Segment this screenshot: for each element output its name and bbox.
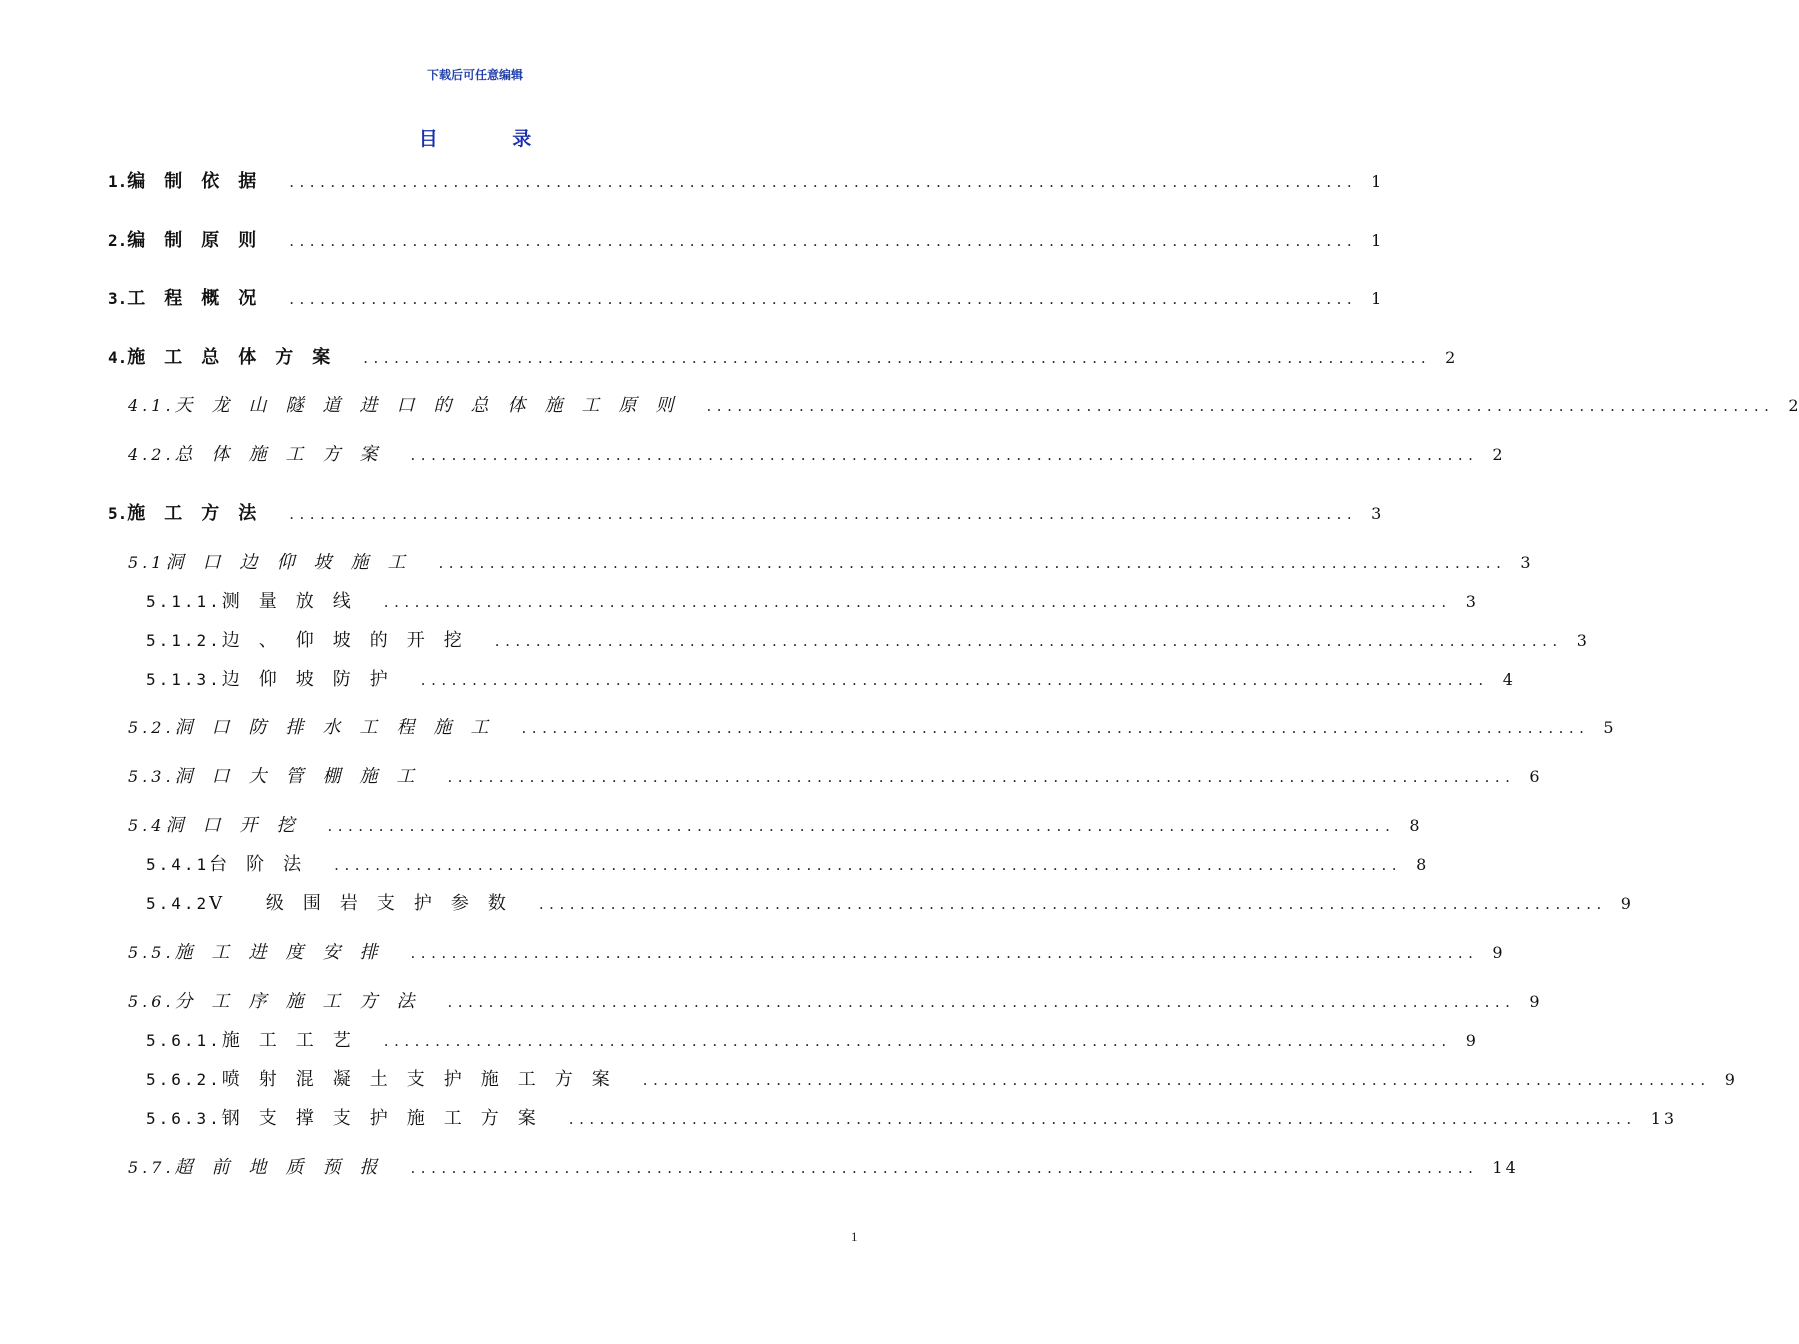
toc-entry-number: 1. [108,172,128,191]
dot-leader: ........................................................................................................ [410,446,1479,464]
dot-leader: ........................................................................................................ [538,895,1607,913]
toc-entry-page: 1 [1371,289,1382,308]
toc-entry-page: 6 [1529,767,1540,786]
toc-entry-page: 9 [1465,1031,1476,1050]
toc-entry-label: 超前地质预报 [174,1157,397,1178]
toc-entry-number: 4. [108,348,128,367]
toc-entry-number: 5. [108,504,128,523]
toc-entry[interactable] [108,227,1382,255]
toc-entry[interactable] [108,285,1382,313]
toc-entry[interactable] [108,500,1382,528]
toc-entry-number: 5.6.1. [146,1031,222,1050]
toc-entry-label: 洞口边仰坡施工 [165,552,425,573]
toc-entry-page: 13 [1650,1109,1678,1128]
toc-entry-number: 4.1. [128,396,175,415]
toc-entry-number: 5.3. [128,767,175,786]
toc-entry[interactable] [128,812,1420,840]
dot-leader: ........................................................................................................ [383,593,1452,611]
dot-leader: ........................................................................................................ [289,505,1358,523]
dot-leader: ........................................................................................................ [327,817,1396,835]
toc-entry-label: 施工总体方案 [127,347,350,368]
toc-entry-page: 5 [1603,718,1614,737]
toc-entry-page: 2 [1492,445,1503,464]
dot-leader: ........................................................................................................ [642,1071,1711,1089]
toc-entry-number: 3. [108,289,128,308]
toc-entry-label: Ⅴ 级围岩支护参数 [209,893,525,914]
toc-entry-number: 5.4.1 [146,855,210,874]
toc-entry-number: 5.1.2. [146,631,222,650]
toc-entry[interactable] [146,890,1631,918]
toc-entry-label: 编制原则 [127,230,276,251]
dot-leader: ........................................................................................................ [383,1032,1452,1050]
toc-entry[interactable] [128,441,1503,469]
toc-entry[interactable] [146,1105,1678,1133]
toc-entry-page: 3 [1465,592,1476,611]
toc-entry-page: 4 [1502,670,1513,689]
toc-entry-label: 总体施工方案 [174,444,397,465]
toc-entry-number: 5.6. [128,992,175,1011]
toc-entry[interactable] [146,1066,1735,1094]
toc-entry-number: 5.5. [128,943,175,962]
dot-leader: ........................................................................................................ [289,173,1358,191]
toc-entry-number: 5.4 [128,816,166,835]
toc-entry-page: 9 [1529,992,1540,1011]
dot-leader: ........................................................................................................ [447,768,1516,786]
dot-leader: ........................................................................................................ [521,719,1590,737]
toc-entry-number: 2. [108,231,128,250]
dot-leader: ........................................................................................................ [289,232,1358,250]
toc-entry[interactable] [128,763,1540,791]
toc-entry-label: 施工进度安排 [174,942,397,963]
dot-leader: ........................................................................................................ [410,1159,1479,1177]
toc-entry-label: 洞口开挖 [165,815,314,836]
page-number: 1 [851,1229,858,1244]
toc-title: 目 录 [418,128,566,150]
toc-entry[interactable] [146,588,1476,616]
dot-leader: ........................................................................................................ [334,856,1403,874]
toc-entry[interactable] [128,714,1614,742]
toc-entry-page: 3 [1576,631,1587,650]
toc-entry-label: 编制依据 [127,171,276,192]
toc-entry-label: 喷射混凝土支护施工方案 [221,1069,629,1090]
toc-entry-page: 9 [1492,943,1503,962]
toc-entry-page: 8 [1416,855,1427,874]
toc-entry[interactable] [146,851,1427,879]
toc-entry-number: 5.1.3. [146,670,222,689]
toc-entry-number: 5.1.1. [146,592,222,611]
dot-leader: ........................................................................................................ [410,944,1479,962]
dot-leader: ........................................................................................................ [447,993,1516,1011]
toc-entry-label: 洞口防排水工程施工 [174,717,508,738]
toc-entry[interactable] [128,549,1531,577]
dot-leader: ........................................................................................................ [438,554,1507,572]
dot-leader: ........................................................................................................ [494,632,1563,650]
toc-entry-number: 5.6.2. [146,1070,222,1089]
toc-entry[interactable] [128,1154,1519,1182]
dot-leader: ........................................................................................................ [289,290,1358,308]
toc-entry-page: 2 [1788,396,1799,415]
toc-entry-label: 测量放线 [221,591,370,612]
toc-entry-page: 8 [1409,816,1420,835]
toc-entry[interactable] [146,666,1513,694]
dot-leader: ........................................................................................................ [420,671,1489,689]
toc-entry-number: 4.2. [128,445,175,464]
toc-entry-page: 3 [1371,504,1382,523]
toc-entry-label: 分工序施工方法 [174,991,434,1012]
toc-entry-page: 14 [1492,1158,1519,1177]
toc-entry-page: 2 [1445,348,1456,367]
toc-entry[interactable] [128,988,1540,1016]
toc-entry-page: 9 [1724,1070,1735,1089]
toc-entry-page: 1 [1371,172,1382,191]
toc-entry-label: 工程概况 [127,288,276,309]
toc-entry-page: 9 [1620,894,1631,913]
toc-entry-number: 5.6.3. [146,1109,222,1128]
toc-entry-label: 天龙山隧道进口的总体施工原则 [174,395,693,416]
toc-entry-label: 施工工艺 [221,1030,370,1051]
toc-entry-number: 5.1 [128,553,166,572]
toc-entry-label: 钢支撑支护施工方案 [221,1108,555,1129]
toc-entry-number: 5.7. [128,1158,175,1177]
dot-leader: ........................................................................................................ [363,349,1432,367]
toc-entry[interactable] [146,1027,1476,1055]
toc-entry[interactable] [108,344,1456,372]
toc-entry[interactable] [128,939,1503,967]
toc-entry-label: 施工方法 [127,503,276,524]
toc-entry-page: 1 [1371,231,1382,250]
toc-entry-label: 洞口大管棚施工 [174,766,434,787]
dot-leader: ........................................................................................................ [568,1110,1637,1128]
toc-entry-page: 3 [1520,553,1531,572]
toc-entry-label: 边仰坡防护 [221,669,407,690]
dot-leader: ........................................................................................................ [706,397,1775,415]
toc-entry[interactable] [108,168,1382,196]
toc-entry-label: 边、仰坡的开挖 [221,630,481,651]
toc-entry-number: 5.2. [128,718,175,737]
toc-entry-number: 5.4.2 [146,894,210,913]
toc-entry[interactable] [128,392,1799,420]
page-header: 下载后可任意编辑 [426,68,523,82]
toc-entry-label: 台阶法 [209,854,321,875]
toc-entry[interactable] [146,627,1587,655]
